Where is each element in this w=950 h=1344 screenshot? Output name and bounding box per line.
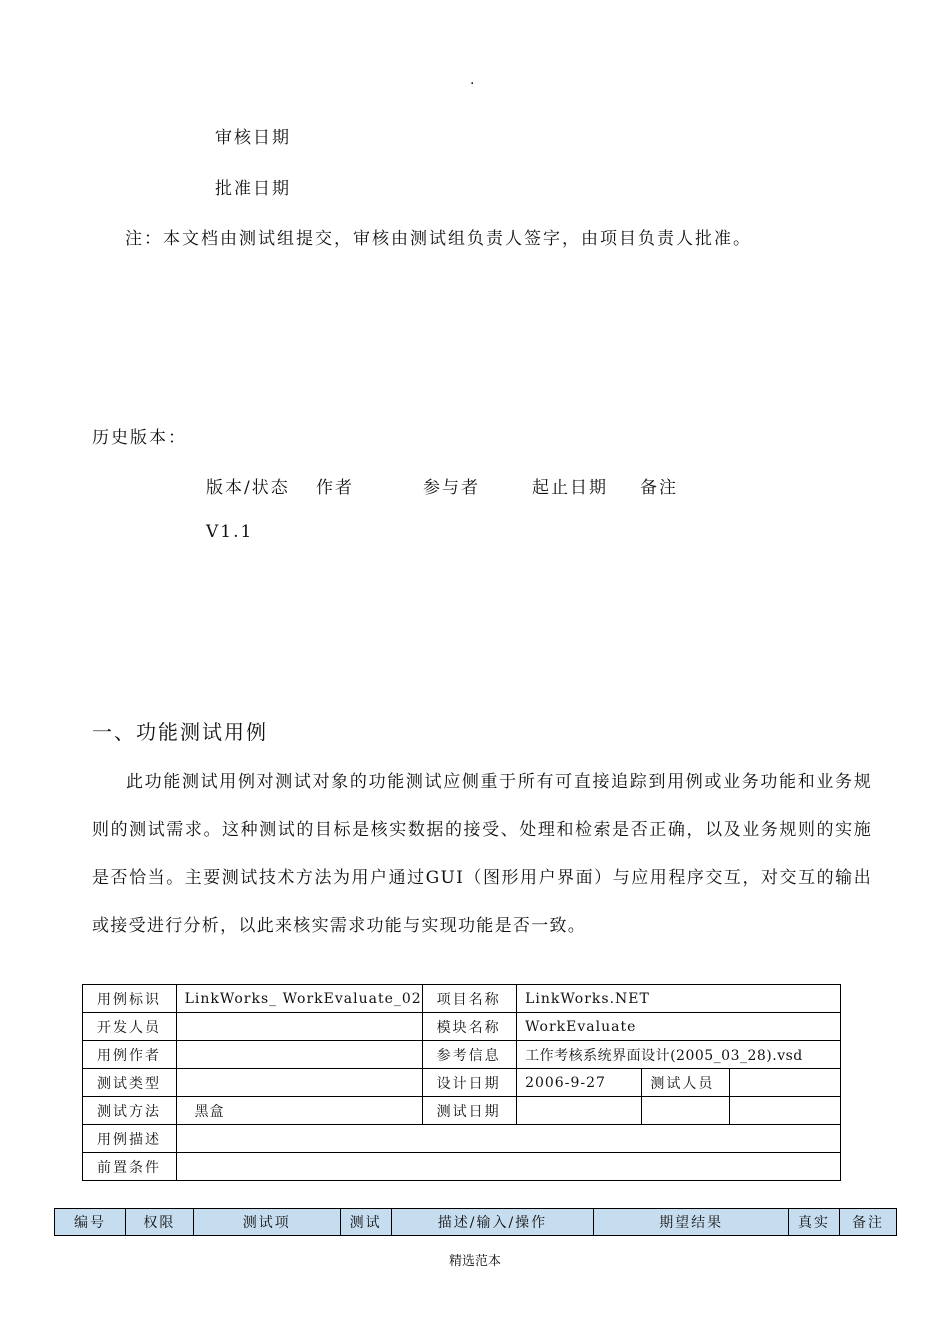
description-label: 用例描述: [83, 1125, 177, 1153]
history-col-author: 作者: [316, 478, 354, 498]
author-value: [176, 1041, 422, 1069]
steps-col-test-item: 测试项: [193, 1209, 340, 1236]
steps-col-expected: 期望结果: [594, 1209, 789, 1236]
test-date-extra-2: [730, 1097, 841, 1125]
approve-date-label: 批准日期: [215, 179, 291, 199]
tester-value: [730, 1069, 841, 1097]
module-name-label: 模块名称: [422, 1013, 516, 1041]
developer-value: [176, 1013, 422, 1041]
test-date-label: 测试日期: [422, 1097, 516, 1125]
history-version-value: V1.1: [206, 522, 254, 542]
project-name-label: 项目名称: [422, 985, 516, 1013]
project-name-value: LinkWorks.NET: [517, 985, 841, 1013]
table-row: [83, 1013, 841, 1041]
test-method-label: 测试方法: [83, 1097, 177, 1125]
table-row: [83, 985, 841, 1013]
history-col-remarks: 备注: [640, 478, 678, 498]
developer-label: 开发人员: [83, 1013, 177, 1041]
table-row: [83, 1125, 841, 1153]
steps-col-permission: 权限: [125, 1209, 193, 1236]
module-name-value: WorkEvaluate: [517, 1013, 841, 1041]
reference-label: 参考信息: [422, 1041, 516, 1069]
test-type-value: [176, 1069, 422, 1097]
page-footer: 精选范本: [448, 1254, 501, 1269]
history-col-version: 版本/状态: [206, 478, 290, 498]
steps-col-description: 描述/输入/操作: [391, 1209, 594, 1236]
steps-col-id: 编号: [55, 1209, 126, 1236]
section-paragraph: 此功能测试用例对测试对象的功能测试应侧重于所有可直接追踪到用例或业务功能和业务规则的测试需求。这种测试的目标是核实数据的接受、处理和检索是否正确，以及业务规则的实施是否恰当。主要测试技术方法为用户通过GUI（图形用户界面）与应用程序交互，对交互的输出或接受进行分析，以此来核实需求功能与实现功能是否一致。: [92, 772, 872, 936]
design-date-label: 设计日期: [422, 1069, 516, 1097]
section-title: 一、功能测试用例: [92, 720, 268, 744]
case-id-label: 用例标识: [83, 985, 177, 1013]
table-row: [83, 1069, 841, 1097]
table-row: [83, 1041, 841, 1069]
reference-value: 工作考核系统界面设计(2005_03_28).vsd: [517, 1041, 841, 1069]
description-value: [176, 1125, 840, 1153]
table-row: [83, 1097, 841, 1125]
header-dot: .: [470, 72, 475, 88]
precondition-label: 前置条件: [83, 1153, 177, 1181]
steps-col-actual: 真实: [789, 1209, 840, 1236]
test-steps-table: [54, 1208, 897, 1236]
review-date-label: 审核日期: [215, 128, 291, 148]
test-case-info-table: [82, 984, 841, 1181]
test-method-value: 黑盒: [176, 1097, 422, 1125]
test-date-extra-1: [642, 1097, 730, 1125]
precondition-value: [176, 1153, 840, 1181]
tester-label: 测试人员: [642, 1069, 730, 1097]
test-date-value: [517, 1097, 642, 1125]
approval-note: 注：本文档由测试组提交，审核由测试组负责人签字，由项目负责人批准。: [125, 229, 752, 249]
steps-col-remarks: 备注: [840, 1209, 897, 1236]
history-col-participants: 参与者: [423, 478, 480, 498]
steps-col-test: 测试: [340, 1209, 391, 1236]
author-label: 用例作者: [83, 1041, 177, 1069]
design-date-value: 2006-9-27: [517, 1069, 642, 1097]
history-label: 历史版本：: [92, 428, 187, 448]
table-row: [83, 1153, 841, 1181]
test-type-label: 测试类型: [83, 1069, 177, 1097]
case-id-value: LinkWorks_ WorkEvaluate_02: [176, 985, 422, 1013]
history-col-dates: 起止日期: [532, 478, 608, 498]
table-header-row: [55, 1209, 897, 1236]
